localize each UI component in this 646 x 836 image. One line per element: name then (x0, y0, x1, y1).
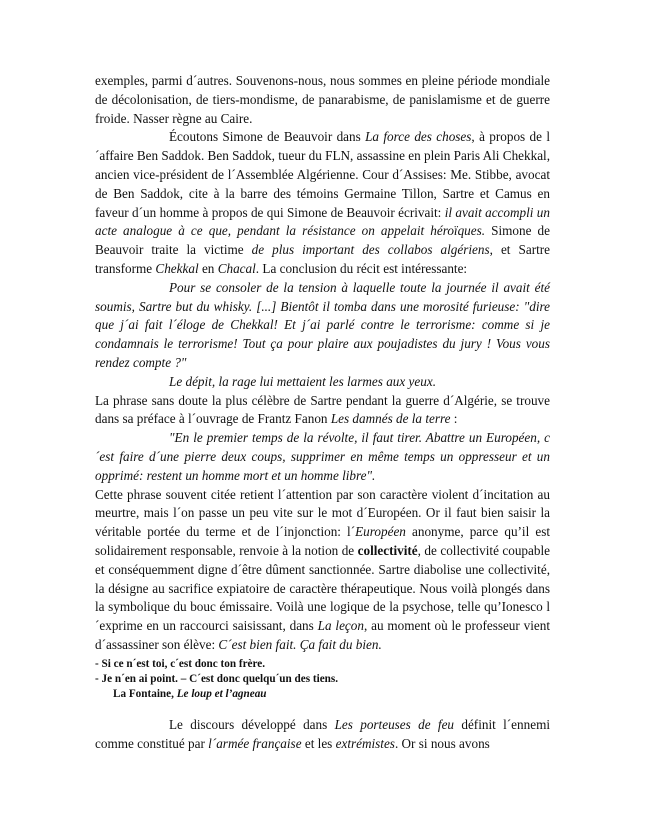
epigraph-line: - Si ce n´est toi, c´est donc ton frère. (95, 658, 266, 670)
book-title: Les damnés de la terre (330, 411, 451, 427)
closing-paragraph (95, 716, 550, 754)
quoted-phrase: il avait accompli un acte analogue à ce que, pendant la résistance on appelait héroïques. (95, 204, 550, 239)
paragraph-intro (95, 72, 550, 128)
text-run: Cette phrase souvent citée retient l´attention par son caractère violent d´incitation au meurtre, mais l´on passe un peu vite sur le mot d´Européen. Or il faut bien saisir la véritable portée du terme et de l´injonction: l´ (95, 486, 550, 540)
paragraph-fanon (95, 392, 550, 430)
term-italic: Européen (355, 524, 406, 540)
quoted-phrase: de plus important des collabos algériens (251, 242, 490, 258)
text-run: . Or si nous avons (394, 735, 490, 751)
block-quote-sartre: "En le premier temps de la révolte, il faut tirer. Abattre un Européen, c´est faire d´une pierre deux coups, supprimer en même temps un oppresseur et un opprimé: restent un homme mort et un homme libre". (95, 430, 550, 483)
quoted-phrase: C´est bien fait. Ça fait du bien. (218, 636, 382, 652)
text-run: La phrase sans doute la plus célèbre de Sartre pendant la guerre d´Algérie, se trouve dans sa préface à l´ouvrage de Frantz Fanon (95, 392, 550, 427)
epigraph-attribution (95, 687, 550, 702)
text-run: en (198, 260, 218, 276)
text-run: Le discours développé dans (169, 717, 335, 732)
text-run: et les (301, 735, 336, 751)
paragraph-porteuses (95, 716, 550, 754)
paragraph-intro-text: exemples, parmi d´autres. Souvenons-nous, nous sommes en pleine période mondiale de décolonisation, de tiers-mondisme, de panarabisme, de panislamisme et de guerre froide. Nasser règne au Caire. (95, 73, 550, 126)
block-quote-beauvoir: Pour se consoler de la tension à laquelle toute la journée il avait été soumis, Sartre but du whisky. [...] Bientôt il tomba dans une morosité furieuse: "dire que j´ai fait l´éloge de Chekkal! Et j´ai parlé contre le terrorisme: comme si je condamnais le terrorisme! Tout ça pour plaire aux poujadistes du jury ! Vous vous rendez compte ?" (95, 279, 550, 370)
epigraph-line: - Je n´en ai point. – C´est donc quelqu´un des tiens. (95, 672, 339, 685)
text-run: , à propos de l´affaire Ben Saddok. Ben Saddok, tueur du FLN, assassine en plein Paris Ali Chekkal, ancien vice-président de l´Assemblée Algérienne. Cour d´Assises: Me. Stibbe, avocat de Ben Saddok, cite à la barre des témoins Germaine Tillon, Sartre et Camus en faveur d´un homme à propos de qui Simone de Beauvoir écrivait: (95, 129, 551, 220)
name-italic: Chacal (217, 260, 256, 276)
epigraph-author: La Fontaine, (113, 687, 177, 700)
text-run: : (450, 411, 458, 427)
epigraph-work: Le loup et l’agneau (176, 687, 267, 700)
book-title: Les porteuses de feu (334, 717, 455, 732)
text-run: , au moment où le professeur vient d´assassiner son élève: (95, 618, 551, 652)
body-text (95, 72, 550, 655)
paragraph-beauvoir (95, 128, 550, 278)
name-italic: Chekkal (155, 260, 199, 276)
text-run: . La conclusion du récit est intéressante: (255, 260, 468, 276)
play-title: La leçon (317, 618, 364, 634)
text-run: Écoutons Simone de Beauvoir dans (169, 129, 366, 145)
term-italic: extrémistes (335, 735, 395, 751)
book-title: La force des choses (365, 129, 472, 145)
epigraph (95, 657, 550, 701)
term-bold: collectivité (357, 542, 418, 558)
text-run: anonyme, parce qu’il est solidairement responsable, renvoie à la notion de (95, 524, 550, 558)
text-run: Simone de Beauvoir traite la victime (95, 223, 550, 258)
block-quote-beauvoir-end: Le dépit, la rage lui mettaient les larmes aux yeux. (169, 373, 436, 389)
text-run: , de collectivité coupable et conséquemment digne d´être dûment sanctionnée. Sartre diabolise une collectivité, la désigne au sacrifice expiatoire de caractère thérapeutique. Nous voilà plongés dans la symbolique du bouc émissaire. Voilà une logique de la psychose, telle qu’Ionesco l´exprime en un raccourci saisissant, dans (95, 542, 550, 634)
text-run: , et Sartre transforme (95, 242, 550, 276)
paragraph-analysis (95, 486, 550, 655)
term-italic: l´armée française (208, 735, 302, 751)
text-run: définit l´ennemi comme constitué par (95, 717, 550, 751)
